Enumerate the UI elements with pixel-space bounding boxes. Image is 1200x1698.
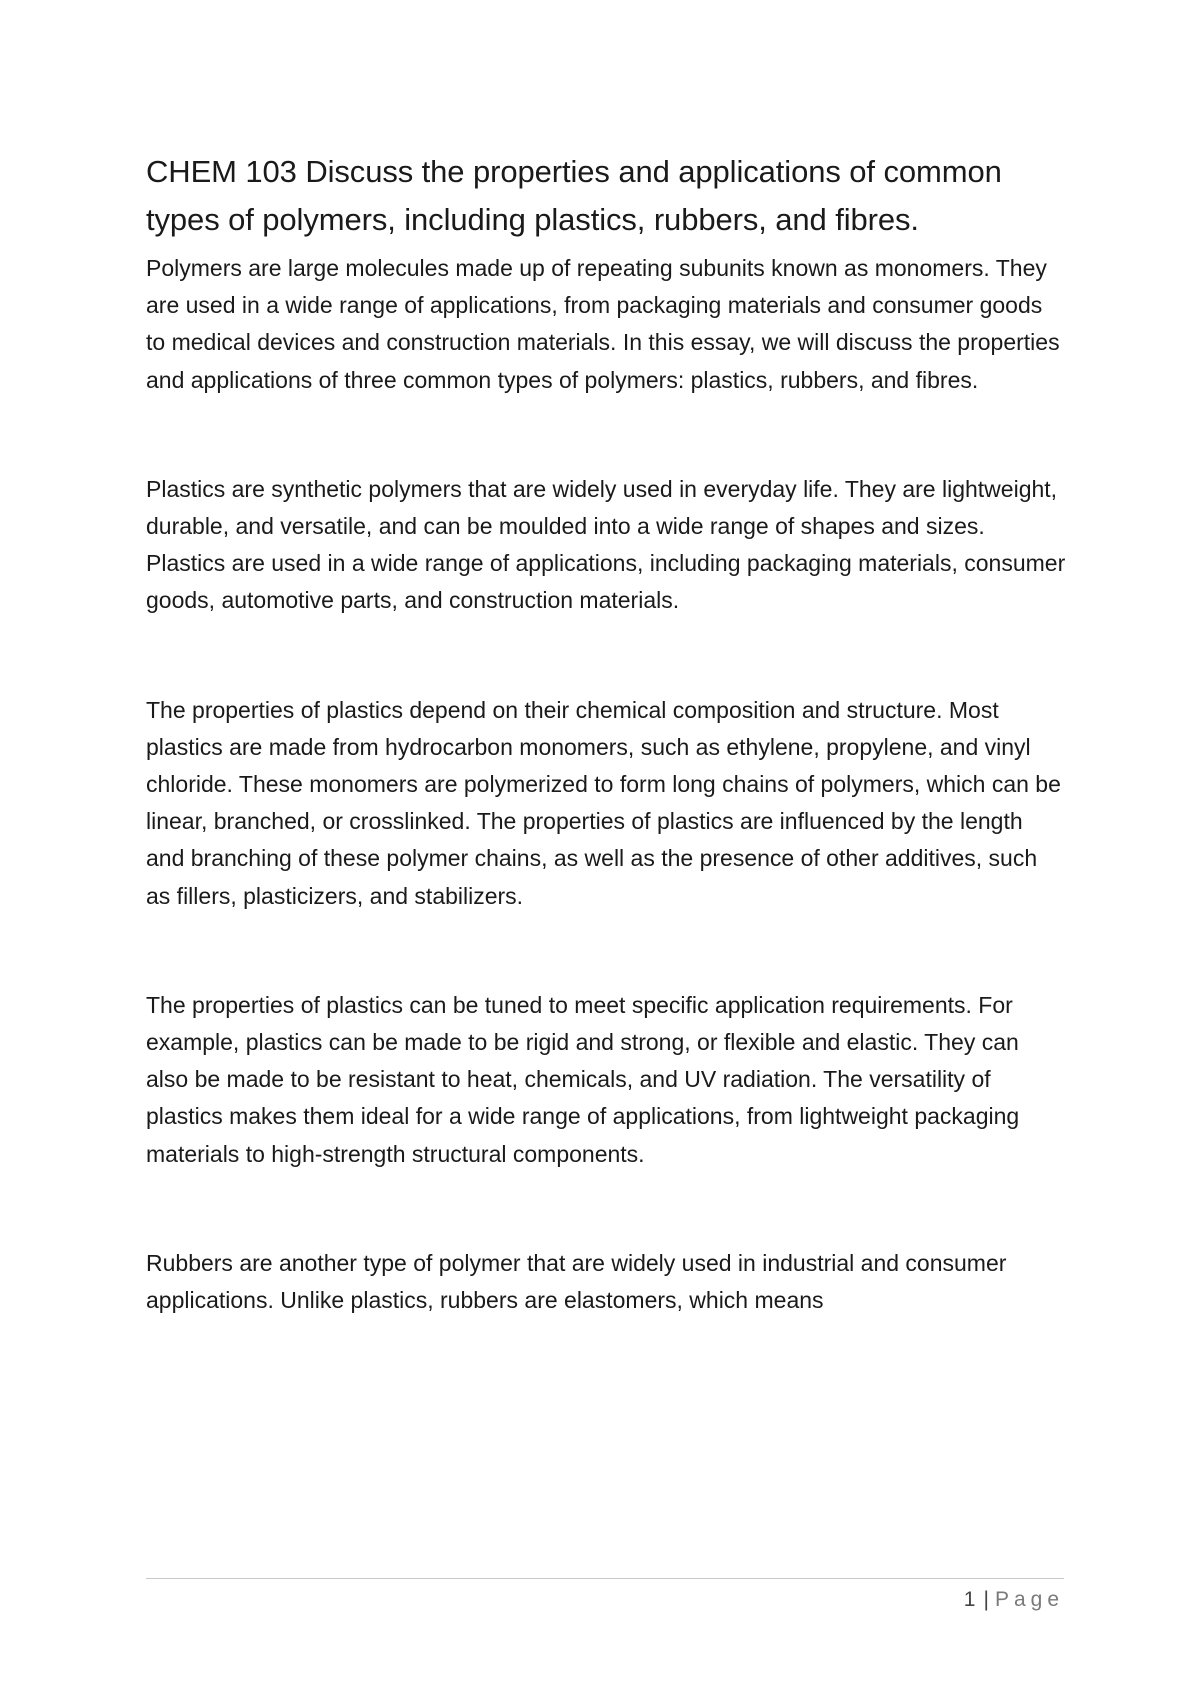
paragraph-intro: Polymers are large molecules made up of repeating subunits known as monomers. They are used in a wide range of applications, from packaging materials and consumer goods to medical devices and construction materials. In this essay, we will discuss the properties and applications of three common types of polymers: plastics, rubbers, and fibres.	[146, 255, 1060, 393]
document-body	[146, 148, 1066, 1319]
document-title: CHEM 103 Discuss the properties and applications of common types of polymers, including plastics, rubbers, and fibres.	[146, 154, 1002, 237]
paragraph-rubbers: Rubbers are another type of polymer that are widely used in industrial and consumer applications. Unlike plastics, rubbers are elastomers, which means	[146, 1249, 1007, 1314]
paragraph-plastics-tuning: The properties of plastics can be tuned to meet specific application requirements. For example, plastics can be made to be rigid and strong, or flexible and elastic. They can also be made to be resistant to heat, chemicals, and UV radiation. The versatility of plastics makes them ideal for a wide range of applications, from lightweight packaging materials to high-strength structural components.	[146, 991, 1020, 1167]
page-footer	[964, 1586, 1064, 1614]
page-number: 1	[963, 1588, 976, 1611]
page-label: Page	[994, 1588, 1064, 1611]
footer-separator: |	[983, 1588, 989, 1611]
paragraph-plastics: Plastics are synthetic polymers that are widely used in everyday life. They are lightweight, durable, and versatile, and can be moulded into a wide range of shapes and sizes. Plastics are used in a wide range of applications, including packaging materials, consumer goods, automotive parts, and construction materials.	[146, 475, 1066, 614]
paragraph-plastics-properties: The properties of plastics depend on their chemical composition and structure. Most plastics are made from hydrocarbon monomers, such as ethylene, propylene, and vinyl chloride. These monomers are polymerized to form long chains of polymers, which can be linear, branched, or crosslinked. The properties of plastics are influenced by the length and branching of these polymer chains, as well as the presence of other additives, such as fillers, plasticizers, and stabilizers.	[146, 696, 1061, 909]
footer-divider	[146, 1578, 1064, 1579]
